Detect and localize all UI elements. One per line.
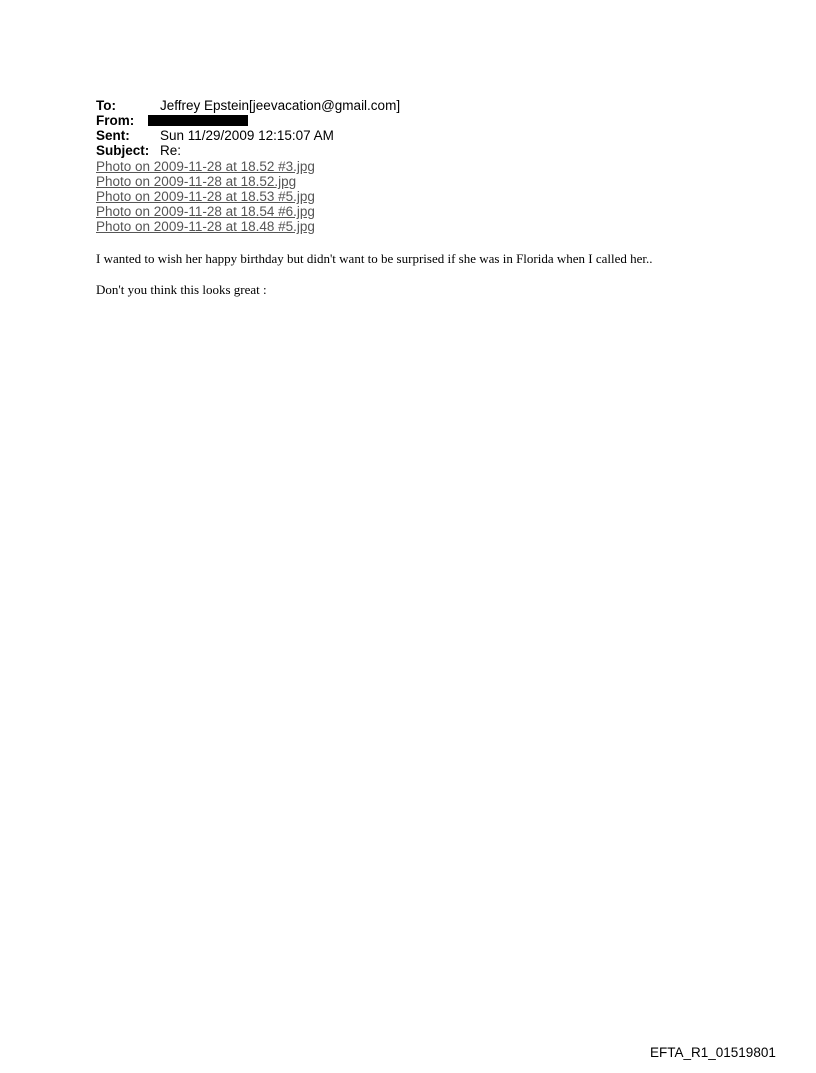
redaction-bar xyxy=(148,115,248,126)
attachment-list xyxy=(96,159,315,234)
attachment-link[interactable]: Photo on 2009-11-28 at 18.52.jpg xyxy=(96,174,297,189)
attachment-link[interactable]: Photo on 2009-11-28 at 18.53 #5.jpg xyxy=(96,189,315,204)
subject-label: Subject: xyxy=(96,143,150,158)
attachment-link[interactable]: Photo on 2009-11-28 at 18.54 #6.jpg xyxy=(96,204,315,219)
subject-value: Re: xyxy=(160,143,182,158)
attachment-link[interactable]: Photo on 2009-11-28 at 18.48 #5.jpg xyxy=(96,219,315,234)
to-value: Jeffrey Epstein[jeevacation@gmail.com] xyxy=(160,98,401,113)
sent-row xyxy=(96,128,400,143)
sent-label: Sent: xyxy=(96,128,130,143)
body-paragraph: Don't you think this looks great : xyxy=(96,282,267,297)
email-header xyxy=(96,98,400,158)
attachment-link[interactable]: Photo on 2009-11-28 at 18.52 #3.jpg xyxy=(96,159,315,174)
subject-row xyxy=(96,143,400,158)
to-label: To: xyxy=(96,98,116,113)
to-row xyxy=(96,98,400,113)
sent-value: Sun 11/29/2009 12:15:07 AM xyxy=(160,128,334,143)
from-label: From: xyxy=(96,113,135,128)
body-paragraph: I wanted to wish her happy birthday but didn't want to be surprised if she was in Florida when I called her.. xyxy=(96,251,653,266)
document-id: EFTA_R1_01519801 xyxy=(650,1045,776,1060)
from-row xyxy=(96,113,400,128)
